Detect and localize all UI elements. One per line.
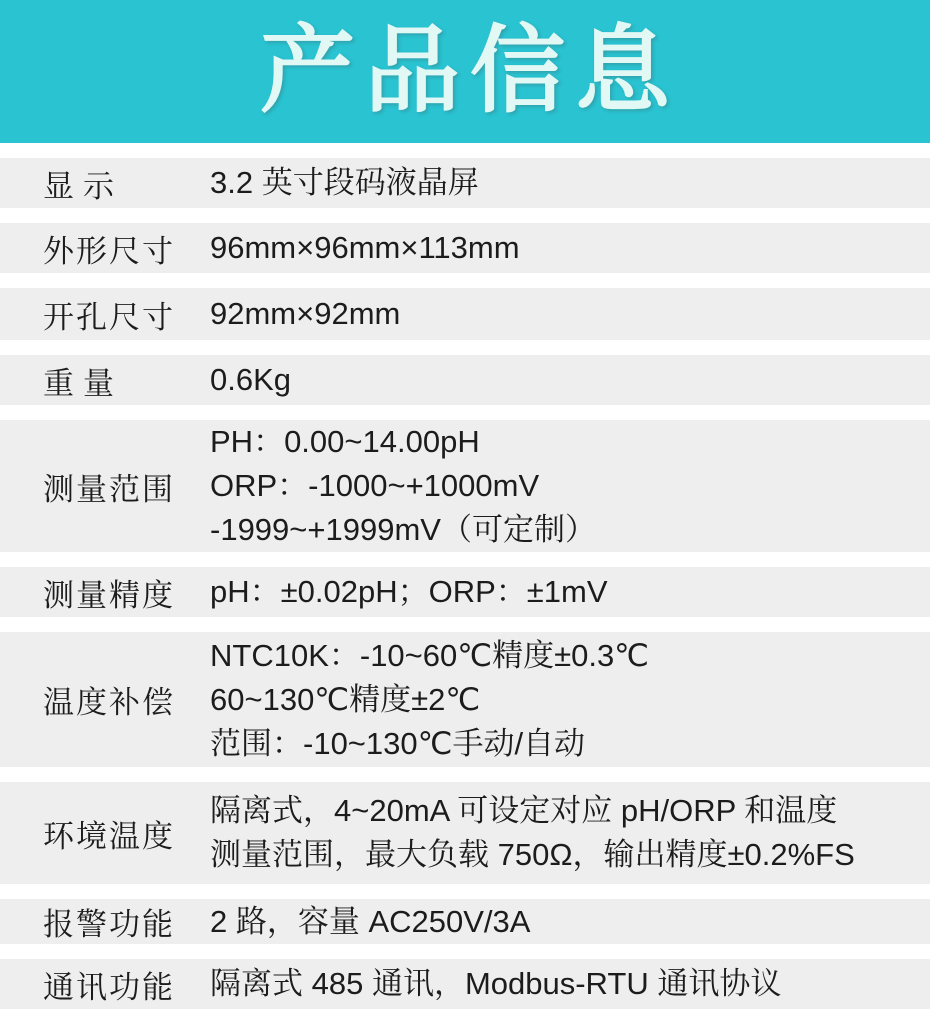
spec-value xyxy=(210,420,930,552)
spec-label: 环境温度 xyxy=(43,818,175,854)
spec-label: 重量 xyxy=(43,365,123,401)
spec-value-line: NTC10K：-10~60℃精度±0.3℃ xyxy=(210,637,649,673)
spec-value-line: 60~130℃精度±2℃ xyxy=(210,681,481,717)
spec-value-line: 96mm×96mm×113mm xyxy=(210,230,520,265)
spec-value-line: 3.2 英寸段码液晶屏 xyxy=(210,165,479,200)
spec-label: 温度补偿 xyxy=(43,685,175,720)
page-title: 产品信息 xyxy=(259,18,680,124)
spec-value-line: 隔离式，4~20mA 可设定对应 pH/ORP 和温度 xyxy=(210,793,838,828)
spec-row-ambient-temp xyxy=(0,782,930,884)
spec-value-line: 测量范围，最大负载 750Ω，输出精度±0.2%FS xyxy=(210,837,855,872)
spec-row-accuracy xyxy=(0,567,930,617)
spec-value xyxy=(210,570,930,614)
spec-value xyxy=(210,226,930,270)
spec-value-line: 范围：-10~130℃手动/自动 xyxy=(210,725,586,761)
spec-value-line: 隔离式 485 通讯，Modbus-RTU 通讯协议 xyxy=(210,966,782,1001)
spec-label: 测量范围 xyxy=(43,471,175,507)
spec-row-measure-range xyxy=(0,420,930,552)
spec-value-line: ORP：-1000~+1000mV xyxy=(210,468,540,503)
spec-label: 开孔尺寸 xyxy=(43,299,175,335)
spec-value-line: PH：0.00~14.00pH xyxy=(210,424,480,459)
spec-value xyxy=(210,161,930,205)
spec-value-line: 0.6Kg xyxy=(210,362,292,397)
spec-row-weight xyxy=(0,355,930,405)
spec-value xyxy=(210,900,930,944)
spec-value xyxy=(210,789,930,877)
spec-value-line: 92mm×92mm xyxy=(210,296,401,331)
spec-label: 测量精度 xyxy=(43,577,175,613)
spec-value xyxy=(210,962,930,1006)
spec-label: 外形尺寸 xyxy=(43,233,175,269)
spec-value xyxy=(210,358,930,402)
spec-row-temp-compensation xyxy=(0,632,930,767)
spec-value xyxy=(210,292,930,336)
spec-label: 通讯功能 xyxy=(43,969,175,1005)
spec-row-dimensions xyxy=(0,223,930,273)
spec-value xyxy=(210,634,930,766)
spec-label: 显示 xyxy=(43,168,123,204)
spec-label: 报警功能 xyxy=(43,907,175,942)
spec-value-line: -1999~+1999mV（可定制） xyxy=(210,512,596,547)
spec-row-communication xyxy=(0,959,930,1009)
spec-value-line: 2 路，容量 AC250V/3A xyxy=(210,903,531,939)
spec-value-line: pH：±0.02pH；ORP：±1mV xyxy=(210,574,608,609)
spec-row-cutout xyxy=(0,288,930,340)
spec-row-alarm xyxy=(0,899,930,944)
spec-row-display xyxy=(0,158,930,208)
header-banner xyxy=(0,0,930,143)
